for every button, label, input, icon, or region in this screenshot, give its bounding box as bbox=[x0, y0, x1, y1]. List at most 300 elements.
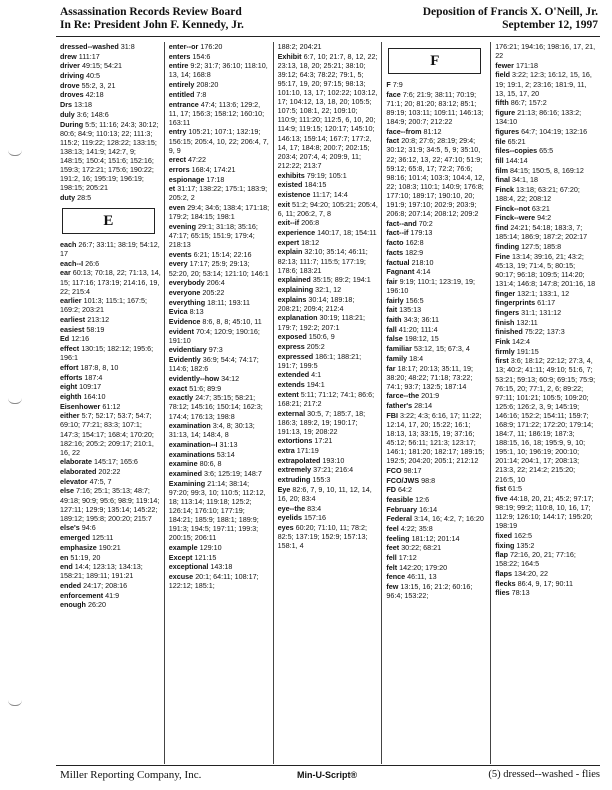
index-word: exit bbox=[277, 199, 290, 209]
index-references: 13:18; 63:21; 67:20; 188:4, 22; 208:12 bbox=[495, 184, 580, 204]
index-references: 111:17 bbox=[78, 51, 100, 61]
index-entry bbox=[386, 334, 487, 343]
index-references: 44:18, 20, 21; 45:2; 97:17; 98:19; 99:2; 110:8, 10, 16, 17; 112:9; 126:10; 144:17; 195:20; 198:19 bbox=[495, 493, 594, 531]
index-word: entrance bbox=[168, 99, 199, 109]
index-word: duty bbox=[60, 192, 76, 202]
index-references: 79:19; 105:1 bbox=[306, 170, 347, 180]
index-word: fall bbox=[386, 324, 397, 334]
index-references: 101:3; 115:1; 167:5; 169:2; 203:21 bbox=[60, 296, 148, 315]
index-references: 162:5 bbox=[513, 530, 532, 540]
index-word: even bbox=[168, 203, 186, 213]
index-entry bbox=[386, 90, 487, 126]
index-entry bbox=[386, 136, 487, 218]
index-references: 60:20; 71:10, 11; 78:2; 82:5; 137:19; 152:9; 157:13; 158:1, 4 bbox=[277, 523, 368, 551]
index-column-2 bbox=[165, 42, 274, 764]
index-entry bbox=[278, 504, 379, 513]
index-references: 29:1; 31:18; 35:16; 47:17; 65:15; 151:9; 179:4; 218:13 bbox=[168, 221, 258, 250]
index-entry bbox=[386, 344, 487, 353]
index-word: eight bbox=[60, 382, 78, 392]
footer-reporter: Miller Reporting Company, Inc. bbox=[60, 769, 202, 781]
index-references: 98:8 bbox=[421, 475, 436, 485]
index-entry bbox=[386, 277, 487, 295]
index-references: 80:6, 8 bbox=[199, 459, 222, 469]
index-references: 202:22 bbox=[98, 467, 121, 477]
index-entry bbox=[386, 315, 487, 324]
index-word: exactly bbox=[168, 393, 194, 403]
index-entry bbox=[169, 184, 270, 202]
index-entry bbox=[386, 391, 487, 400]
index-word: felt bbox=[386, 562, 398, 572]
index-entry bbox=[60, 477, 161, 486]
index-entry bbox=[60, 315, 161, 324]
index-word: Fine bbox=[495, 251, 510, 261]
index-entry bbox=[169, 155, 270, 164]
index-word: enough bbox=[60, 600, 86, 610]
index-entry bbox=[495, 494, 597, 530]
index-references: 97:3 bbox=[208, 345, 223, 355]
index-word: enter--or bbox=[168, 42, 199, 51]
index-entry bbox=[169, 440, 270, 449]
index-word: five bbox=[495, 493, 508, 503]
index-entry bbox=[386, 325, 487, 334]
index-references: 140:17, 18; 154:11 bbox=[317, 228, 377, 238]
index-entry bbox=[386, 466, 487, 475]
index-word: errors bbox=[168, 164, 190, 174]
index-word: experience bbox=[277, 228, 316, 238]
index-entry bbox=[495, 541, 597, 550]
index-entry bbox=[495, 137, 597, 146]
index-references: 17:12 bbox=[398, 553, 417, 563]
index-references: 36:9; 54:4; 74:17; 114:6; 182:6 bbox=[168, 355, 259, 374]
index-references: 132:1; 133:1, 12 bbox=[517, 288, 570, 298]
index-references: 18:17; 20:13; 35:11, 19; 38:20; 48:22; 71:18; 73:22; 74:1; 93:7; 132:5; 187:14 bbox=[386, 363, 473, 391]
index-entry bbox=[386, 127, 487, 136]
index-entry bbox=[278, 228, 379, 237]
index-references: 84:15; 150:5, 8, 169:12 bbox=[509, 165, 584, 175]
index-entry bbox=[386, 296, 487, 305]
index-word: each--I bbox=[60, 258, 84, 268]
index-entry bbox=[169, 307, 270, 316]
index-entry bbox=[169, 222, 270, 249]
index-word: Fink bbox=[495, 336, 510, 346]
index-entry bbox=[278, 238, 379, 247]
index-references: 42:18 bbox=[85, 90, 104, 100]
index-entry bbox=[169, 421, 270, 439]
index-word: fell bbox=[386, 553, 397, 563]
index-column-3 bbox=[274, 42, 383, 764]
index-entry bbox=[169, 298, 270, 307]
index-word: droves bbox=[60, 90, 84, 100]
index-references: 55:2, 3, 21 bbox=[81, 80, 116, 90]
index-references: 208:20 bbox=[196, 80, 219, 90]
index-entry bbox=[60, 240, 161, 258]
index-references: 129:10 bbox=[199, 542, 222, 552]
index-word: everyone bbox=[168, 287, 201, 297]
index-entry bbox=[386, 563, 487, 572]
index-entry bbox=[278, 342, 379, 351]
index-word: faith bbox=[386, 315, 402, 325]
index-entry bbox=[495, 318, 597, 327]
index-entry bbox=[169, 90, 270, 99]
index-word: fixing bbox=[495, 540, 515, 550]
index-references: 155:3 bbox=[312, 475, 331, 485]
index-references: 3:4, 8; 30:13; 31:13, 14; 148:4, 8 bbox=[168, 421, 255, 440]
index-entry bbox=[495, 569, 597, 578]
index-word: entitled bbox=[168, 89, 195, 99]
index-entry bbox=[169, 374, 270, 383]
index-entry bbox=[278, 475, 379, 484]
index-word: explains bbox=[277, 294, 307, 304]
index-entry bbox=[60, 100, 161, 109]
index-word: Evica bbox=[168, 307, 188, 317]
index-references: 3:14, 16; 4:2, 7; 16:20 bbox=[413, 514, 484, 524]
index-word: entry bbox=[168, 127, 187, 137]
index-references: 40:5 bbox=[85, 71, 100, 81]
index-entry bbox=[60, 325, 161, 334]
index-word: Exhibit bbox=[277, 51, 302, 61]
index-entry bbox=[495, 550, 597, 568]
index-entry bbox=[386, 543, 487, 552]
index-entry bbox=[60, 467, 161, 476]
index-columns bbox=[56, 42, 600, 764]
index-word: everything bbox=[168, 297, 206, 307]
index-references: 179:13 bbox=[410, 228, 433, 238]
index-entry bbox=[169, 562, 270, 571]
index-entry bbox=[495, 252, 597, 288]
index-entry bbox=[278, 190, 379, 199]
index-column-4 bbox=[382, 42, 491, 764]
index-word: finding bbox=[495, 241, 520, 251]
index-references: 17:21 bbox=[314, 436, 333, 446]
index-references: 218:10 bbox=[411, 257, 434, 267]
index-word: example bbox=[168, 542, 198, 552]
index-word: efforts bbox=[60, 372, 83, 382]
index-entry bbox=[278, 285, 379, 294]
index-entry bbox=[278, 456, 379, 465]
index-references: 51:6; 89:9 bbox=[189, 383, 222, 393]
index-column-1 bbox=[56, 42, 165, 764]
index-references: 75:22; 137:3 bbox=[524, 327, 565, 337]
index-references: 3:22; 4:3; 6:16, 17; 11:22; 12:14, 17, 20; 15:22; 16:1; 18:13, 13; 33:15, 19; 37:16; 45:12; 56:11; 121:3; 123:17; 146:1; 181:20; 182:17; 189:15; 192:5; 204:20; 205:1; 212:12 bbox=[386, 410, 485, 466]
index-word: father's bbox=[386, 401, 413, 411]
index-references: 65:5 bbox=[539, 146, 554, 156]
index-references: 213:12 bbox=[87, 315, 110, 325]
index-word: driver bbox=[60, 61, 80, 71]
index-entry bbox=[386, 219, 487, 228]
index-word: extortions bbox=[277, 436, 313, 446]
index-entry bbox=[495, 579, 597, 588]
index-word: earliest bbox=[60, 315, 86, 325]
index-word: eyes bbox=[277, 523, 294, 532]
index-word: Eisenhower bbox=[60, 401, 101, 411]
index-word: dressed--washed bbox=[60, 42, 119, 51]
header-right bbox=[423, 6, 598, 32]
index-entry bbox=[278, 380, 379, 389]
index-references: 9:19; 110:1; 123:19, 19; 196:10 bbox=[386, 276, 475, 295]
index-entry bbox=[495, 166, 597, 175]
index-references: 143:18 bbox=[210, 562, 233, 572]
index-entry bbox=[278, 313, 379, 331]
index-references: 61:17 bbox=[537, 298, 556, 308]
index-word: et bbox=[168, 184, 176, 194]
index-word: fact bbox=[386, 136, 400, 146]
index-word: elaborate bbox=[60, 457, 92, 467]
index-entry bbox=[278, 52, 379, 170]
index-entry bbox=[386, 411, 487, 466]
index-word: Ed bbox=[60, 334, 70, 344]
index-references: 109:17 bbox=[79, 382, 102, 392]
index-entry bbox=[278, 513, 379, 522]
index-references: 201:9 bbox=[421, 391, 440, 401]
index-entry bbox=[169, 288, 270, 297]
index-references: 64:2 bbox=[397, 485, 412, 495]
index-entry bbox=[169, 127, 270, 154]
index-word: Finck bbox=[495, 184, 514, 194]
index-entry bbox=[60, 373, 161, 382]
index-word: face--from bbox=[386, 126, 422, 136]
index-entry bbox=[495, 204, 597, 213]
index-references: 30:14; 189:18; 208:21; 209:4; 212:4 bbox=[277, 294, 355, 313]
index-word: feel bbox=[386, 524, 399, 534]
index-references: 94:2 bbox=[537, 213, 552, 223]
index-entry bbox=[60, 600, 161, 609]
index-entry bbox=[60, 193, 161, 202]
index-references: 184:15 bbox=[304, 180, 327, 190]
index-word: family bbox=[386, 353, 408, 363]
index-word: Finck--were bbox=[495, 213, 536, 223]
index-references: 11:17; 14:4 bbox=[312, 189, 348, 199]
index-references: 53:12, 15; 67:3, 4 bbox=[413, 344, 470, 354]
index-word: Drs bbox=[60, 100, 72, 110]
index-word: finger bbox=[495, 288, 516, 298]
index-entry bbox=[495, 347, 597, 356]
index-word: entirely bbox=[168, 80, 195, 90]
index-references: 132:11 bbox=[516, 317, 538, 327]
index-entry bbox=[386, 354, 487, 363]
index-entry bbox=[278, 390, 379, 408]
index-references: 98:17 bbox=[403, 465, 422, 475]
index-entry bbox=[278, 200, 379, 218]
index-references: 121:15 bbox=[194, 552, 217, 562]
index-entry bbox=[386, 248, 487, 257]
index-entry bbox=[386, 505, 487, 514]
index-word: effect bbox=[60, 344, 80, 354]
index-entry bbox=[495, 588, 597, 597]
index-word: fact--if bbox=[386, 228, 409, 238]
index-word: During bbox=[60, 119, 84, 129]
index-references: 190:21 bbox=[98, 542, 121, 552]
index-entry bbox=[169, 543, 270, 552]
index-entry bbox=[169, 345, 270, 354]
index-word: drove bbox=[60, 80, 80, 90]
index-word: drew bbox=[60, 51, 77, 61]
index-entry bbox=[386, 228, 487, 237]
header-left-line2: In Re: President John F. Kennedy, Jr. bbox=[60, 19, 244, 31]
index-entry bbox=[169, 203, 270, 221]
index-references: 30:22; 68:21 bbox=[401, 543, 442, 553]
index-word: Evidently bbox=[168, 355, 201, 365]
index-references: 24:21; 54:18; 183:3, 7; 185:14; 186:9; 187:2; 202:17 bbox=[495, 223, 588, 242]
index-word: fact--and bbox=[386, 218, 417, 228]
index-word: familiar bbox=[386, 344, 412, 354]
index-word: emerged bbox=[60, 533, 90, 543]
index-entry bbox=[278, 295, 379, 313]
index-word: easiest bbox=[60, 324, 85, 334]
index-entry bbox=[169, 165, 270, 174]
index-references: 30:5, 7; 185:7, 18; 186:3; 189:2, 19; 190:17; 191:13, 19; 208:22 bbox=[277, 408, 366, 436]
index-entry bbox=[60, 268, 161, 295]
index-word: fist bbox=[495, 484, 506, 494]
index-entry bbox=[60, 581, 161, 590]
index-word: eighth bbox=[60, 391, 82, 401]
index-entry bbox=[60, 411, 161, 456]
index-references: 14:4; 123:13; 134:13; 158:21; 189:11; 191:21 bbox=[60, 562, 143, 581]
index-entry bbox=[60, 363, 161, 372]
index-word: duly bbox=[60, 109, 75, 119]
index-references: 51:2; 94:20; 105:21; 205:4, 6, 11; 206:2, 7, 8 bbox=[277, 199, 378, 218]
index-references: 4:1 bbox=[311, 370, 322, 380]
index-word: Evidence bbox=[168, 317, 201, 326]
index-word: FCO bbox=[386, 465, 402, 475]
index-references: 58:19 bbox=[86, 324, 105, 334]
index-entry bbox=[386, 80, 487, 89]
index-entry bbox=[169, 175, 270, 184]
index-word: FCO/JWS bbox=[386, 475, 420, 485]
hole-punch-mark bbox=[8, 700, 22, 706]
index-entry bbox=[495, 531, 597, 540]
index-references: 28:5 bbox=[77, 192, 92, 202]
index-word: expressed bbox=[277, 351, 314, 361]
index-references: 21:13; 86:16; 133:2; 134:10 bbox=[495, 108, 582, 127]
index-references: 31:8 bbox=[120, 42, 135, 51]
index-word: examine bbox=[168, 459, 198, 469]
index-word: extrapolated bbox=[277, 455, 321, 465]
index-references: 168:4; 174:21 bbox=[191, 164, 236, 174]
index-word: facto bbox=[386, 238, 404, 248]
index-entry bbox=[169, 52, 270, 61]
index-entry bbox=[278, 446, 379, 455]
index-entry bbox=[278, 171, 379, 180]
index-word: extremely bbox=[277, 465, 312, 475]
index-entry bbox=[495, 213, 597, 222]
index-word: first bbox=[495, 356, 509, 366]
index-word: feeling bbox=[386, 533, 410, 543]
index-references: 31:17; 138:22; 175:1; 183:9; 205:2, 2 bbox=[168, 184, 268, 203]
index-word: events bbox=[168, 249, 192, 259]
index-word: Examining bbox=[168, 478, 206, 488]
index-references: 5:7; 52:17; 53:7; 54:7; 69:10; 77:21; 83:3; 107:1; 147:3; 154:17; 168:4; 170:20; 182:16; 205:2; 209:17; 210:1, 16, 22 bbox=[60, 411, 154, 457]
index-entry bbox=[495, 242, 597, 251]
index-entry bbox=[386, 258, 487, 267]
index-word: enforcement bbox=[60, 590, 104, 600]
index-references: 17:18 bbox=[206, 174, 225, 184]
index-references: 41:20; 111:4 bbox=[398, 324, 438, 334]
index-word: exhibits bbox=[277, 170, 305, 180]
index-entry bbox=[169, 259, 270, 277]
index-references: 7:6; 21:9; 38:11; 70:19; 71:1; 20; 81:20; 83:12; 85:1; 89:19; 103:11; 109:11; 146:13; 184:9; 200:7; 212:22 bbox=[386, 89, 484, 126]
index-entry bbox=[495, 185, 597, 203]
index-references: 63:21 bbox=[531, 203, 550, 213]
index-word: final bbox=[495, 175, 510, 185]
index-word: FBI bbox=[386, 410, 398, 420]
index-references: 20:8; 27:6; 28:19; 29:4; 30:12; 31:9; 34:5, 5, 9; 35:10, 22; 36:12, 13, 22; 47:10; 51:9; 59:12; 65:8, 17; 72:2; 76:6; 98:16; 101:4; 103:3; 104:4, 12, 22; 108:3; 110:1; 140:9; 176:8; 177:10; 189:17; 190:10, 20; 191:9; 197:10; 202:9; 203:9; 206:8; 207:14; 208:12; 209:2 bbox=[386, 136, 485, 219]
index-references: 206:4 bbox=[206, 278, 225, 288]
index-references: 16:14 bbox=[419, 504, 438, 514]
index-word: feet bbox=[386, 543, 400, 553]
index-entry bbox=[60, 334, 161, 343]
index-references: 34:3; 36:11 bbox=[403, 315, 439, 325]
index-word: erect bbox=[168, 155, 186, 165]
index-word: Eye bbox=[277, 484, 291, 494]
index-references: 7:16; 25:1; 35:13; 48:7; 49:18; 90:9; 95:6; 98:9; 119:14; 127:11; 129:9; 135:14; 145:22; 189:12; 195:8; 200:20; 215:7 bbox=[60, 486, 160, 523]
index-references: 70:2 bbox=[418, 218, 433, 228]
index-word: elevator bbox=[60, 476, 88, 486]
index-word: emphasize bbox=[60, 542, 97, 552]
index-word: evidently--how bbox=[168, 373, 220, 383]
header-left bbox=[60, 6, 244, 32]
index-entry bbox=[278, 409, 379, 436]
index-entry bbox=[169, 450, 270, 459]
index-references: 13:18 bbox=[74, 100, 92, 110]
index-references: 186:1; 188:21; 191:7; 199:5 bbox=[277, 351, 362, 370]
index-entry bbox=[60, 71, 161, 80]
index-entry bbox=[386, 582, 487, 600]
hole-punch-mark bbox=[8, 150, 22, 156]
index-word: extra bbox=[277, 446, 295, 456]
index-entry bbox=[60, 591, 161, 600]
index-word: extent bbox=[277, 389, 299, 399]
index-entry bbox=[278, 180, 379, 189]
index-entry bbox=[60, 90, 161, 99]
index-word: explained bbox=[277, 275, 311, 285]
index-word: evidentiary bbox=[168, 345, 207, 355]
index-entry bbox=[495, 308, 597, 317]
index-entry bbox=[60, 296, 161, 314]
index-word: fingers bbox=[495, 307, 520, 317]
index-references: 32:1, 12 bbox=[315, 284, 342, 294]
index-references: 145:17; 165:6 bbox=[93, 457, 138, 467]
index-entry bbox=[386, 524, 487, 533]
index-word: evident bbox=[168, 326, 194, 336]
index-word: fair bbox=[386, 276, 398, 286]
index-word: factual bbox=[386, 257, 410, 267]
header-rule bbox=[56, 36, 600, 37]
index-references: 24:7; 35:15; 58:21; 78:12; 145:16; 150:14; 162:3; 174:4; 176:13; 198:8 bbox=[168, 393, 263, 421]
index-entry bbox=[60, 61, 161, 70]
index-references: 83:4 bbox=[307, 503, 322, 513]
index-word: examined bbox=[168, 469, 202, 479]
index-word: few bbox=[386, 582, 399, 592]
index-entry bbox=[60, 457, 161, 466]
index-references: 135:13 bbox=[399, 305, 422, 315]
index-entry bbox=[495, 484, 597, 493]
index-references: 162:8 bbox=[405, 238, 424, 248]
index-references: 86:7; 157:2 bbox=[510, 98, 547, 108]
index-references: 13:15, 16; 21:2; 60:16; 96:4; 153:22; bbox=[386, 582, 473, 601]
index-entry bbox=[169, 42, 270, 51]
index-word: everybody bbox=[168, 278, 205, 288]
index-entry bbox=[386, 514, 487, 523]
index-entry bbox=[169, 250, 270, 259]
index-entry bbox=[60, 110, 161, 119]
index-entry bbox=[60, 42, 161, 51]
index-references: 47:22 bbox=[187, 155, 206, 165]
index-references: 144:14 bbox=[505, 155, 528, 165]
index-references: 142:20; 179:20 bbox=[399, 562, 448, 572]
header-right-line1: Deposition of Francis X. O'Neill, Jr. bbox=[422, 6, 598, 18]
index-word: enters bbox=[168, 51, 191, 61]
index-entry bbox=[60, 259, 161, 268]
